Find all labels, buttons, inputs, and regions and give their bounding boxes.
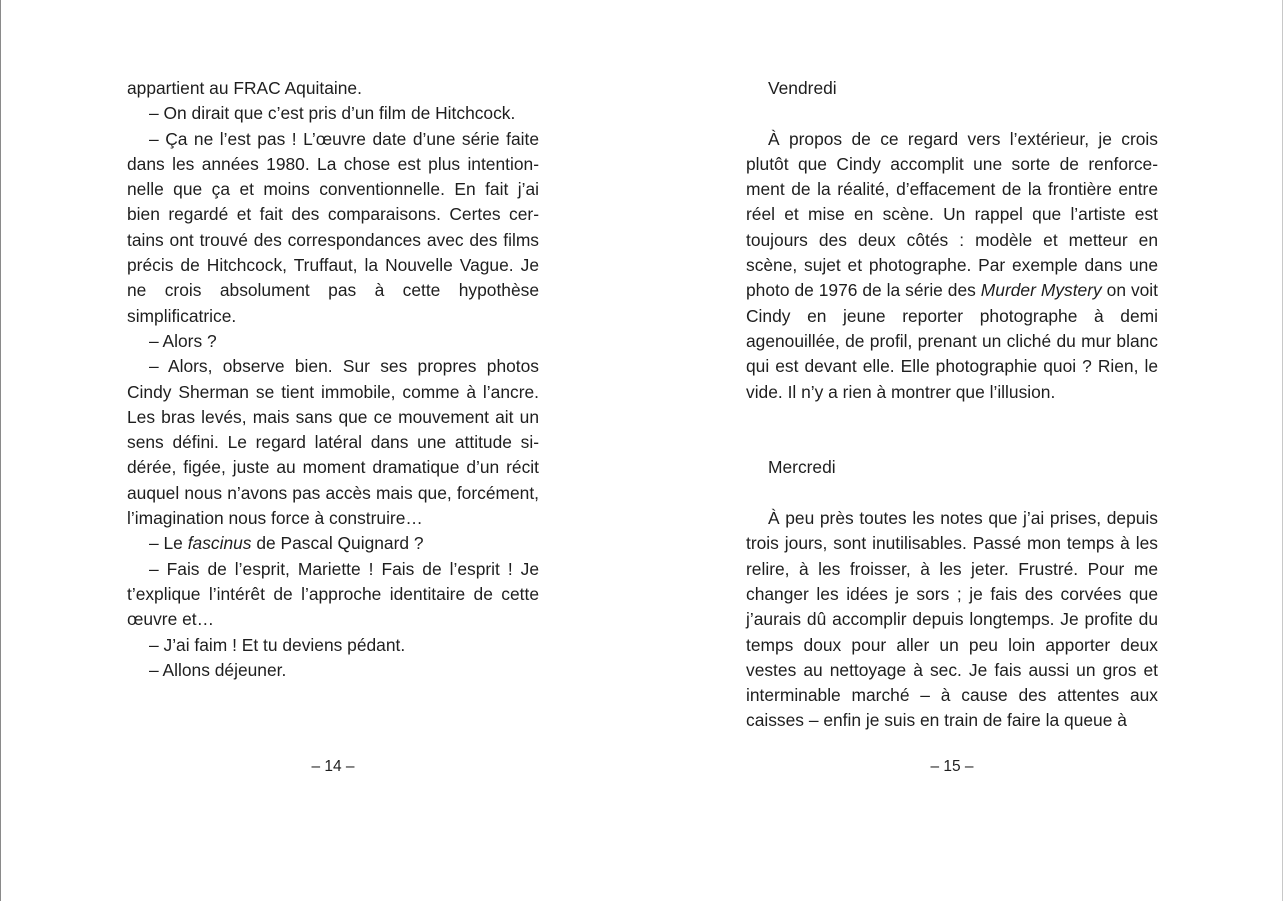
paragraph: appartient au FRAC Aquitaine. [127,78,362,98]
italic-text: fascinus [187,533,252,554]
text-run: on voit Cindy en jeune reporter photographe à demi agenouillée, de profil, prenant un cliché du mur blanc qui est devant elle. Elle photographie quoi ? Rien, le vide. Il n’y a rien à montrer que l’illusion. [746,280,1159,402]
dialogue-line [127,531,539,556]
dialogue-line: – Allons déjeuner. [149,659,287,680]
page-number-left: – 14 – [311,758,355,775]
right-page-text [746,76,1158,734]
blank-line [746,405,1158,456]
text-run: À propos de ce regard vers l’extérieur, je crois plutôt que Cindy accomplit une sorte de renforcement de la réalité, d’effacement de la frontière entre réel et mise en scène. Un rappel que l’artiste est toujours des deux côtés : modèle et metteur en scène, sujet et photographe. Par exemple dans une photo de 1976 de la série des [746,128,1158,301]
blank-line [746,481,1158,506]
section-heading-mercredi: Mercredi [768,457,836,478]
text-run: – Le [149,533,188,554]
paragraph [746,127,1158,405]
dialogue-line: – Fais de l’esprit, Mariette ! Fais de l’esprit ! Je t’explique l’intérêt de l’approche identitaire de cette œuvre et… [127,558,539,630]
text-run: de Pascal Quignard ? [251,533,424,554]
dialogue-line: – J’ai faim ! Et tu deviens pédant. [149,634,406,655]
left-page-text [127,76,539,683]
page-number-right: – 15 – [930,758,974,775]
paragraph: À peu près toutes les notes que j’ai prises, depuis trois jours, sont inutilisables. Passé mon temps à les relire, à les froisser, à les jeter. Frustré. Pour me changer les idées je sors ; je fais des corvées que j’aurais dû accomplir depuis longtemps. Je profite du temps doux pour aller un peu loin apporter deux vestes au nettoyage à sec. Je fais aussi un gros et interminable marché – à cause des attentes aux caisses – enfin je suis en train de faire la queue à [746,508,1158,731]
blank-line [746,101,1158,126]
left-page-edge [0,0,1,901]
section-heading-vendredi: Vendredi [768,78,837,98]
italic-text: Murder Mystery [980,280,1102,301]
dialogue-line: – Alors, observe bien. Sur ses propres photos Cindy Sherman se tient immobile, comme à l’ancre. Les bras levés, mais sans que ce mouvement ait un sens défini. Le regard latéral dans une attitude sidérée, figée, juste au moment dramatique d’un récit auquel nous n’avons pas accès mais que, forcément, l’imagination nous force à construire… [127,356,539,529]
dialogue-line: – Ça ne l’est pas ! L’œuvre date d’une série faite dans les années 1980. La chose est plus intentionnelle que ça et moins conventionnelle. En fait j’ai bien regardé et fait des comparaisons. Certes certains ont trouvé des correspondances avec des films précis de Hitchcock, Truffaut, la Nouvelle Vague. Je ne crois absolument pas à cette hypothèse simplificatrice. [127,128,539,326]
dialogue-line: – On dirait que c’est pris d’un film de Hitchcock. [149,103,516,124]
dialogue-line: – Alors ? [149,330,217,351]
